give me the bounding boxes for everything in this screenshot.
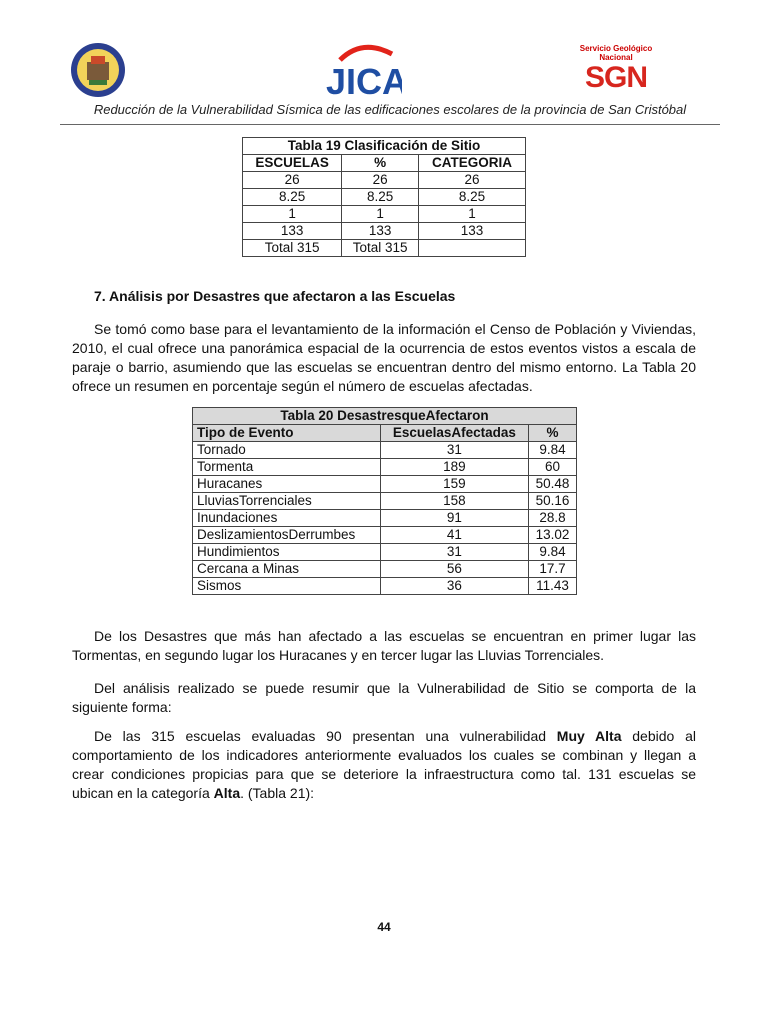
table-cell: DeslizamientosDerrumbes xyxy=(193,527,381,544)
sgn-logo-text: SGN xyxy=(584,61,647,94)
table-19-caption: Tabla 19 Clasificación de Sitio xyxy=(243,138,526,155)
table-cell: 1 xyxy=(243,206,342,223)
table-row xyxy=(193,510,577,527)
table-19-site-classification xyxy=(242,137,526,257)
paragraph: Del análisis realizado se puede resumir que la Vulnerabilidad de Sitio se comporta de la siguiente forma: xyxy=(72,680,696,715)
table-19-header: ESCUELAS xyxy=(243,155,342,172)
table-row xyxy=(243,223,526,240)
table-cell: 1 xyxy=(342,206,419,223)
emphasis-muy-alta: Muy Alta xyxy=(556,728,622,744)
table-cell: 1 xyxy=(418,206,525,223)
table-cell: 9.84 xyxy=(528,442,576,459)
table-cell: 26 xyxy=(342,172,419,189)
table-cell: 26 xyxy=(243,172,342,189)
table-cell: 28.8 xyxy=(528,510,576,527)
table-20-header: % xyxy=(528,425,576,442)
table-cell: 60 xyxy=(528,459,576,476)
table-20-header: Tipo de Evento xyxy=(193,425,381,442)
table-cell: 9.84 xyxy=(528,544,576,561)
table-cell: Tormenta xyxy=(193,459,381,476)
table-cell: Cercana a Minas xyxy=(193,561,381,578)
table-cell: Total 315 xyxy=(342,240,419,257)
table-cell: Inundaciones xyxy=(193,510,381,527)
table-row xyxy=(193,493,577,510)
table-cell: 17.7 xyxy=(528,561,576,578)
paragraph: Se tomó como base para el levantamiento de la información el Censo de Población y Viviendas, 2010, el cual ofrece una panorámica espacial de la ocurrencia de estos eventos vistos a escala de paraje o barrio, asumiendo que las escuelas se encuentran dentro del mismo entorno. La Tabla 20 ofrece un resumen en porcentaje según el número de escuelas afectadas. xyxy=(72,321,696,394)
table-19-header: CATEGORIA xyxy=(418,155,525,172)
paragraph-text: . (Tabla 21): xyxy=(240,785,315,801)
header-title: Reducción de la Vulnerabilidad Sísmica de las edificaciones escolares de la provincia de San Cristóbal xyxy=(93,102,687,117)
table-cell: Hundimientos xyxy=(193,544,381,561)
page-number: 44 xyxy=(377,920,391,934)
table-cell: 8.25 xyxy=(342,189,419,206)
table-cell: 56 xyxy=(380,561,528,578)
table-cell: Total 315 xyxy=(243,240,342,257)
table-cell: 159 xyxy=(380,476,528,493)
table-row xyxy=(193,544,577,561)
section-heading: 7. Análisis por Desastres que afectaron a las Escuelas xyxy=(94,288,456,304)
table-cell: 133 xyxy=(342,223,419,240)
jica-logo-text: JICA xyxy=(326,61,402,100)
table-cell: 13.02 xyxy=(528,527,576,544)
table-20-disasters xyxy=(192,407,577,595)
table-19-header: % xyxy=(342,155,419,172)
table-cell: LluviasTorrenciales xyxy=(193,493,381,510)
table-cell: Tornado xyxy=(193,442,381,459)
table-cell: 31 xyxy=(380,544,528,561)
table-20-caption: Tabla 20 DesastresqueAfectaron xyxy=(193,408,577,425)
header-divider xyxy=(60,124,720,125)
table-cell: 8.25 xyxy=(418,189,525,206)
sgn-logo xyxy=(570,44,662,94)
table-cell: Huracanes xyxy=(193,476,381,493)
paragraph-text: debido al comportamiento de los indicadores anteriormente evaluados los cuales se combinan y llegan a crear condiciones propicias para que se deteriore la infraestructura como tal. 131 escuelas se ubican en la categoría xyxy=(72,728,696,801)
table-row xyxy=(243,172,526,189)
institution-seal-logo xyxy=(70,42,126,98)
table-cell: 133 xyxy=(418,223,525,240)
table-cell: 36 xyxy=(380,578,528,595)
table-row xyxy=(193,527,577,544)
sgn-logo-subtitle: Servicio Geológico Nacional xyxy=(579,44,653,62)
table-row xyxy=(193,442,577,459)
table-cell: 133 xyxy=(243,223,342,240)
table-cell: Sismos xyxy=(193,578,381,595)
paragraph: De los Desastres que más han afectado a las escuelas se encuentran en primer lugar las Tormentas, en segundo lugar los Huracanes y en tercer lugar las Lluvias Torrenciales. xyxy=(72,628,696,663)
table-row xyxy=(243,206,526,223)
jica-logo xyxy=(322,40,402,100)
table-cell xyxy=(418,240,525,257)
table-cell: 41 xyxy=(380,527,528,544)
table-cell: 189 xyxy=(380,459,528,476)
table-cell: 50.16 xyxy=(528,493,576,510)
table-row xyxy=(243,240,526,257)
paragraph-text: De las 315 escuelas evaluadas 90 presentan una vulnerabilidad xyxy=(94,728,557,744)
table-row xyxy=(193,459,577,476)
table-row xyxy=(243,189,526,206)
table-row xyxy=(193,578,577,595)
table-row xyxy=(193,561,577,578)
table-cell: 8.25 xyxy=(243,189,342,206)
table-cell: 158 xyxy=(380,493,528,510)
table-cell: 11.43 xyxy=(528,578,576,595)
table-cell: 50.48 xyxy=(528,476,576,493)
table-20-header: EscuelasAfectadas xyxy=(380,425,528,442)
table-cell: 91 xyxy=(380,510,528,527)
emphasis-alta: Alta xyxy=(213,785,241,801)
table-cell: 31 xyxy=(380,442,528,459)
table-row xyxy=(193,476,577,493)
table-cell: 26 xyxy=(418,172,525,189)
paragraph xyxy=(72,727,696,803)
